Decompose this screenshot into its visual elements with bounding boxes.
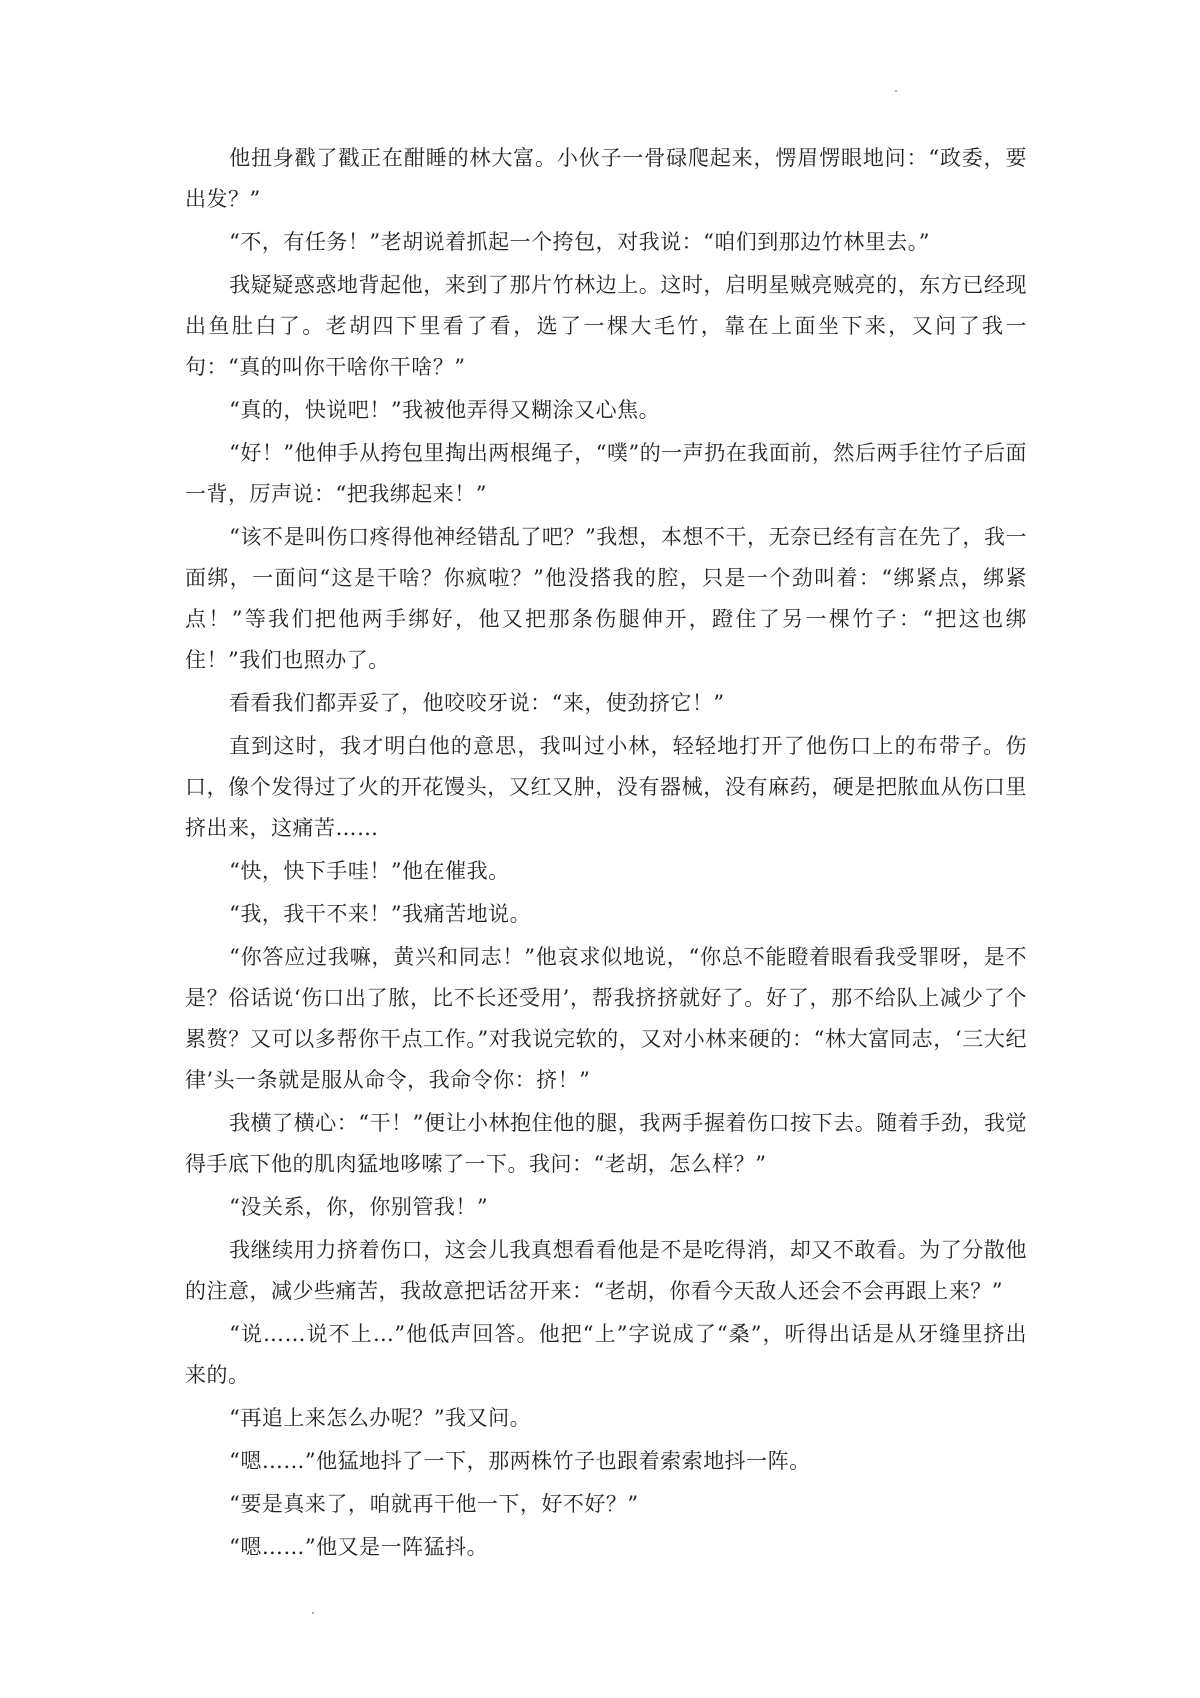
paragraph: 直到这时，我才明白他的意思，我叫过小林，轻轻地打开了他伤口上的布带子。伤口，像个发得过了火的开花馒头，又红又肿，没有器械，没有麻药，硬是把脓血从伤口里挤出来，这痛苦…… xyxy=(185,734,1027,840)
paragraph: “嗯……”他又是一阵猛抖。 xyxy=(229,1535,489,1559)
paragraph: 看看我们都弄妥了，他咬咬牙说：“来，使劲挤它！” xyxy=(229,691,725,715)
paragraph: 我横了横心：“干！”便让小林抱住他的腿，我两手握着伤口按下去。随着手劲，我觉得手底下他的肌肉猛地哆嗦了一下。我问：“老胡，怎么样？” xyxy=(185,1111,1027,1176)
paragraph: “好！”他伸手从挎包里掏出两根绳子，“噗”的一声扔在我面前，然后两手往竹子后面一背，厉声说：“把我绑起来！” xyxy=(185,441,1027,506)
paragraph: 他扭身戳了戳正在酣睡的林大富。小伙子一骨碌爬起来，愣眉愣眼地问：“政委，要出发？” xyxy=(185,146,1027,211)
paragraph: “没关系，你，你别管我！” xyxy=(229,1195,489,1219)
paragraph: “再追上来怎么办呢？”我又问。 xyxy=(229,1406,532,1430)
paragraph: “嗯……”他猛地抖了一下，那两株竹子也跟着索索地抖一阵。 xyxy=(229,1449,811,1473)
scan-speck xyxy=(895,90,897,92)
paragraph: “要是真来了，咱就再干他一下，好不好？” xyxy=(229,1492,639,1516)
paragraph: “说……说不上…”他低声回答。他把“上”字说成了“桑”，听得出话是从牙缝里挤出来的。 xyxy=(185,1322,1027,1387)
paragraph: 我疑疑惑惑地背起他，来到了那片竹林边上。这时，启明星贼亮贼亮的，东方已经现出鱼肚白了。老胡四下里看了看，选了一棵大毛竹，靠在上面坐下来，又问了我一句：“真的叫你干啥你干啥？” xyxy=(185,273,1027,379)
paragraph: “该不是叫伤口疼得他神经错乱了吧？”我想，本想不干，无奈已经有言在先了，我一面绑，一面问“这是干啥？你疯啦？”他没搭我的腔，只是一个劲叫着：“绑紧点，绑紧点！”等我们把他两手绑好，他又把那条伤腿伸开，蹬住了另一棵竹子：“把这也绑住！”我们也照办了。 xyxy=(185,525,1027,672)
paragraph: “真的，快说吧！”我被他弄得又糊涂又心焦。 xyxy=(229,398,661,422)
scan-speck xyxy=(312,1612,314,1614)
paragraph: 我继续用力挤着伤口，这会儿我真想看看他是不是吃得消，却又不敢看。为了分散他的注意，减少些痛苦，我故意把话岔开来：“老胡，你看今天敌人还会不会再跟上来？” xyxy=(185,1238,1027,1303)
story-text xyxy=(185,138,1027,1570)
paragraph: “快，快下手哇！”他在催我。 xyxy=(229,859,510,883)
paragraph: “不，有任务！”老胡说着抓起一个挎包，对我说：“咱们到那边竹林里去。” xyxy=(229,230,931,254)
paragraph: “你答应过我嘛，黄兴和同志！”他哀求似地说，“你总不能瞪着眼看我受罪呀，是不是？俗话说‘伤口出了脓，比不长还受用’，帮我挤挤就好了。好了，那不给队上减少了个累赘？又可以多帮你干点工作。”对我说完软的，又对小林来硬的：“林大富同志，‘三大纪律’头一条就是服从命令，我命令你：挤！” xyxy=(185,945,1027,1092)
paragraph: “我，我干不来！”我痛苦地说。 xyxy=(229,902,532,926)
